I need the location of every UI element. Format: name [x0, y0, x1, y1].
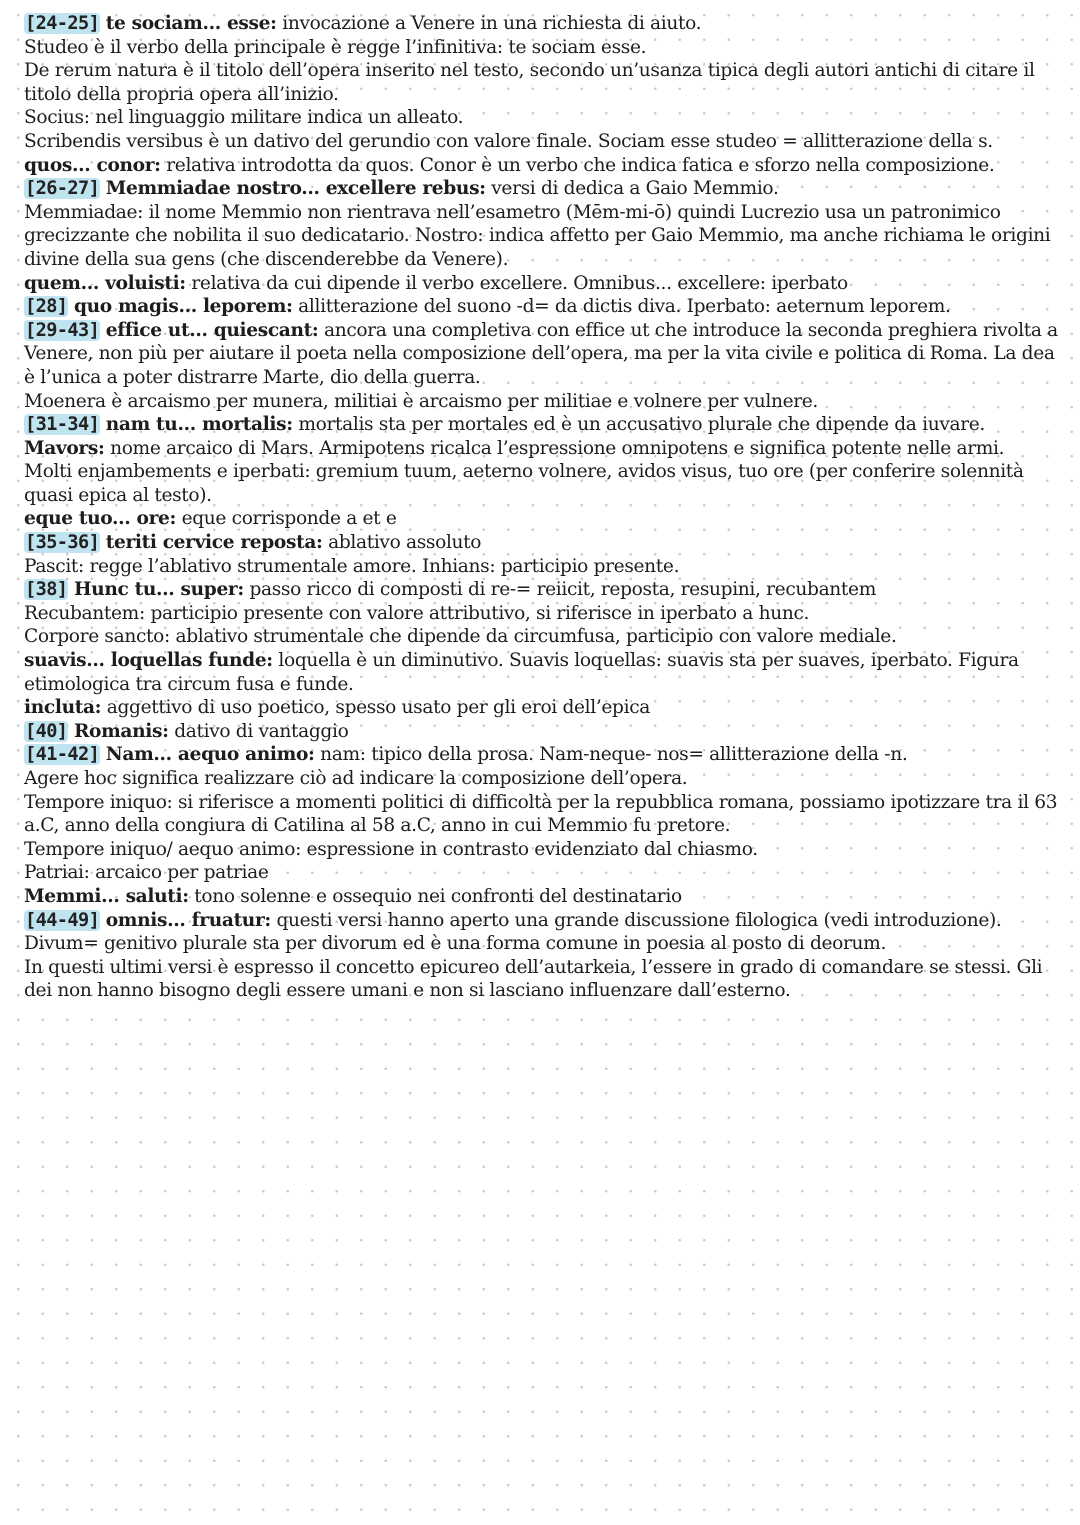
note-line [24, 106, 1064, 130]
note-line [24, 390, 1064, 414]
note-line [24, 460, 1064, 507]
note-line [24, 885, 1064, 909]
note-heading: te sociam... esse: [105, 13, 277, 34]
note-text: nam: tipico della prosa. Nam-neque- nos= allitterazione della -n. [320, 744, 908, 766]
verse-range-tag: [35-36] [25, 532, 100, 554]
note-text: ancora una completiva con effice ut che introduce la seconda preghiera rivolta a Venere, non più per aiutare il poeta nella composizione dell’opera, ma per la vita civile e politica di Roma. La dea è l’unica a poter distrarre Marte, dio della guerra. [24, 319, 1058, 388]
note-text: Moenera è arcaismo per munera, militiai è arcaismo per militiae e volnere per vulnere. [24, 390, 818, 412]
note-line [24, 36, 1064, 60]
note-line [24, 319, 1064, 390]
note-line [24, 791, 1064, 838]
verse-range-tag: [40] [25, 720, 68, 742]
note-heading: Memmiadae nostro... excellere rebus: [105, 178, 486, 200]
note-text: De rerum natura è il titolo dell’opera inserito nel testo, secondo un’usanza tipica degli autori antichi di citare il titolo della propria opera all’inizio. [24, 60, 1035, 105]
note-line [24, 861, 1064, 885]
note-heading: quos... conor: [24, 154, 161, 176]
note-text: Pascit: regge l’ablativo strumentale amore. Inhians: participio presente. [24, 555, 680, 577]
note-heading: Nam... aequo animo: [105, 744, 315, 766]
note-heading: nam tu... mortalis: [105, 414, 293, 436]
note-line [24, 12, 1064, 36]
note-text: relativa introdotta da quos. Conor è un verbo che indica fatica e sforzo nella composizione. [166, 154, 995, 176]
verse-range-tag: [26-27] [25, 178, 100, 200]
note-heading: teriti cervice reposta: [105, 532, 323, 554]
note-line [24, 295, 1064, 319]
note-text: Molti enjambements e iperbati: gremium tuum, aeterno volnere, avidos visus, tuo ore (per conferire solennità quasi epica al testo). [24, 461, 1024, 506]
verse-range-tag: [31-34] [25, 414, 100, 436]
note-text: Corpore sancto: ablativo strumentale che dipende da circumfusa, participio con valore mediale. [24, 626, 897, 648]
note-line [24, 625, 1064, 649]
note-text: Recubantem: participio presente con valore attributivo, si riferisce in iperbato a hunc. [24, 602, 810, 624]
note-text: questi versi hanno aperto una grande discussione filologica (vedi introduzione). Divum= genitivo plurale sta per divorum ed è una forma comune in poesia al posto di deorum. [24, 909, 1002, 955]
verse-range-tag: [41-42] [25, 744, 100, 766]
note-text: Tempore iniquo: si riferisce a momenti politici di difficoltà per la repubblica romana, possiamo ipotizzare tra il 63 a.C, anno della congiura di Catilina al 58 a.C, anno in cui Memmio fu pretore. [24, 791, 1058, 837]
note-text: Scribendis versibus è un dativo del gerundio con valore finale. Sociam esse studeo = allitterazione della s. [24, 130, 993, 152]
note-line [24, 201, 1064, 272]
note-line [24, 130, 1064, 154]
note-text: In questi ultimi versi è espresso il concetto epicureo dell’autarkeia, l’essere in grado di comandare se stessi. Gli dei non hanno bisogno degli essere umani e non si lasciano influenzare dall’esterno. [24, 956, 1043, 1002]
note-text: nome arcaico di Mars. Armipotens ricalca l’espressione omnipotens e significa potente nelle armi. [110, 437, 1005, 459]
note-line [24, 272, 1064, 296]
note-heading: Mavors: [24, 437, 105, 459]
note-line [24, 767, 1064, 791]
note-text: Socius: nel linguaggio militare indica un alleato. [24, 107, 464, 129]
notes-page [24, 12, 1064, 1003]
note-line [24, 909, 1064, 956]
note-line [24, 838, 1064, 862]
note-heading: quo magis... leporem: [73, 296, 293, 318]
note-text: passo ricco di composti di re-= reiicit, reposta, resupini, recubantem [249, 579, 876, 601]
note-line [24, 531, 1064, 555]
note-text: dativo di vantaggio [174, 720, 349, 742]
note-heading: Memmi... saluti: [24, 885, 189, 907]
note-text: Agere hoc significa realizzare ciò ad indicare la composizione dell’opera. [24, 768, 688, 789]
note-line [24, 696, 1064, 720]
note-text: Tempore iniquo/ aequo animo: espressione in contrasto evidenziato dal chiasmo. [24, 838, 758, 860]
note-text: loquella è un diminutivo. Suavis loquellas: suavis sta per suaves, iperbato. Figura etimologica tra circum fusa e funde. [24, 650, 1019, 695]
note-text: aggettivo di uso poetico, spesso usato per gli eroi dell’epica [106, 697, 651, 719]
note-text: Memmiadae: il nome Memmio non rientrava nell’esametro (Mēm-mi-ō) quindi Lucrezio usa un patronimico grecizzante che nobilita il suo dedicatario. Nostro: indica affetto per Gaio Memmio, ma anche richiama le origini divine della sua gens (che discenderebbe da Venere). [24, 201, 1051, 270]
note-line [24, 507, 1064, 531]
note-heading: effice ut... quiescant: [105, 319, 319, 341]
note-text: ablativo assoluto [328, 532, 482, 554]
verse-range-tag: [24-25] [25, 13, 100, 34]
note-line [24, 578, 1064, 602]
note-text: relativa da cui dipende il verbo excellere. Omnibus... excellere: iperbato [191, 272, 848, 294]
note-text: Patriai: arcaico per patriae [24, 862, 269, 884]
note-line [24, 177, 1064, 201]
verse-range-tag: [28] [25, 296, 68, 318]
verse-range-tag: [44-49] [25, 909, 100, 931]
note-line [24, 743, 1064, 767]
note-line [24, 602, 1064, 626]
verse-range-tag: [38] [25, 579, 68, 601]
note-heading: quem... voluisti: [24, 272, 186, 294]
note-text: allitterazione del suono -d= da dictis diva. Iperbato: aeternum leporem. [298, 296, 951, 318]
note-line [24, 649, 1064, 696]
note-line [24, 956, 1064, 1003]
note-heading: suavis... loquellas funde: [24, 650, 273, 672]
note-heading: Hunc tu... super: [73, 579, 244, 601]
note-line [24, 555, 1064, 579]
note-heading: eque tuo... ore: [24, 508, 177, 530]
note-text: invocazione a Venere in una richiesta di aiuto. [282, 13, 702, 34]
note-text: eque corrisponde a et e [181, 508, 397, 530]
note-line [24, 720, 1064, 744]
note-heading: omnis... fruatur: [105, 909, 271, 931]
note-text: Studeo è il verbo della principale è regge l’infinitiva: te sociam esse. [24, 36, 647, 58]
note-heading: Romanis: [73, 720, 169, 742]
note-text: tono solenne e ossequio nei confronti del destinatario [194, 885, 682, 907]
note-line [24, 437, 1064, 461]
note-line [24, 59, 1064, 106]
note-heading: incluta: [24, 697, 102, 719]
note-line [24, 154, 1064, 178]
note-text: mortalis sta per mortales ed è un accusativo plurale che dipende da iuvare. [298, 414, 985, 436]
note-text: versi di dedica a Gaio Memmio. [491, 178, 779, 200]
verse-range-tag: [29-43] [25, 319, 100, 341]
note-line [24, 413, 1064, 437]
